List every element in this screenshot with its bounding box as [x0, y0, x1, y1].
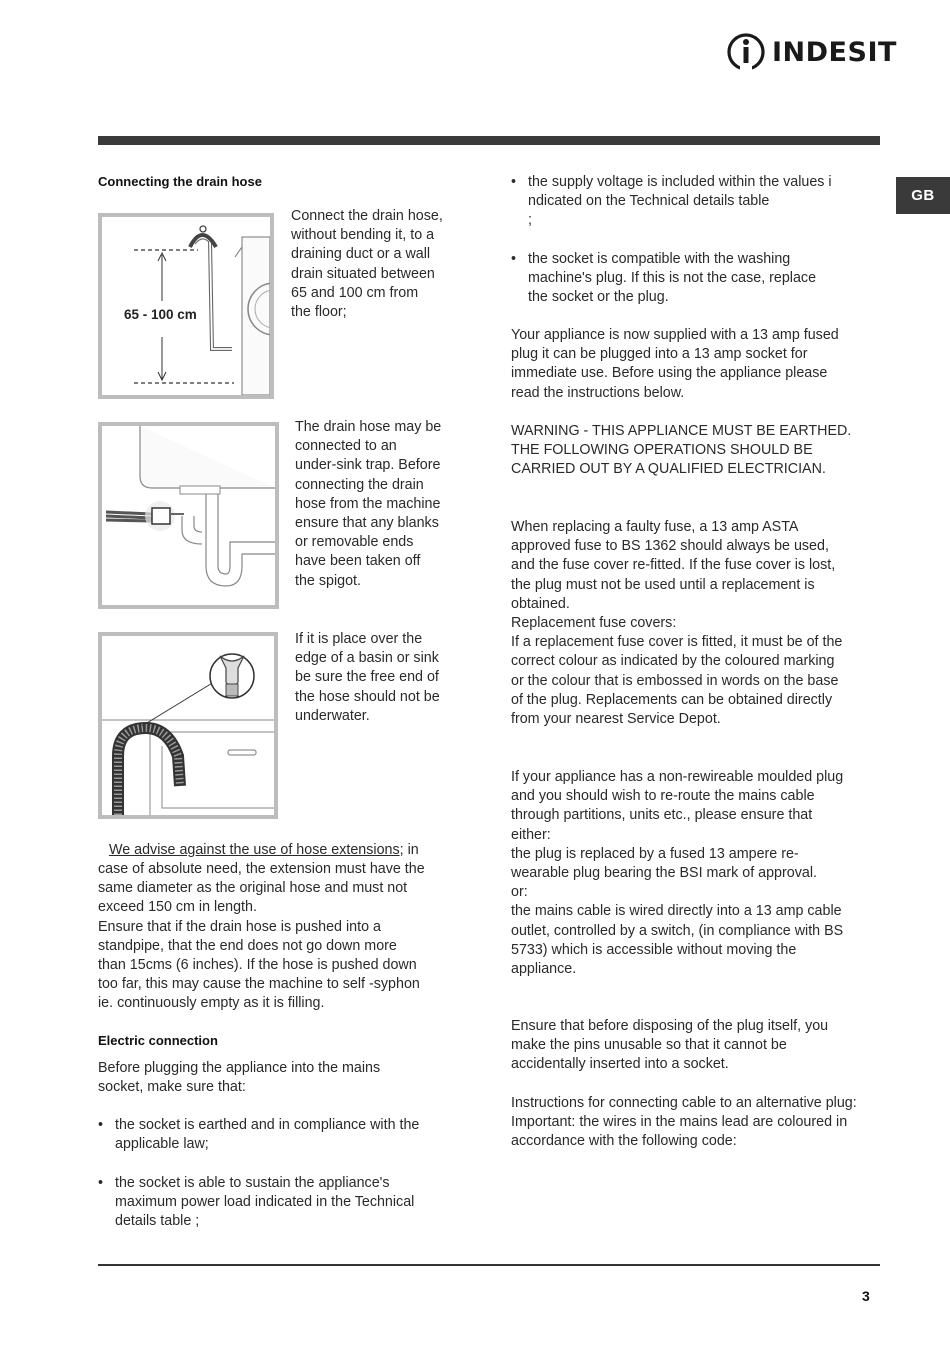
earthing-warning: WARNING - THIS APPLIANCE MUST BE EARTHED. THE FOLLOWING OPERATIONS SHOULD BE CARRIED OUT BY A QUALIFIED ELECTRICIAN.: [511, 423, 852, 478]
fig3-caption: If it is place over the edge of a basin or sink be sure the free end of the hose should not be underwater.: [295, 631, 440, 724]
under-sink-trap-illustration: [102, 426, 275, 605]
brand-name: INDESIT: [772, 36, 897, 68]
footer-rule: [98, 1264, 880, 1266]
hose-extension-paragraph: case of absolute need, the extension must have the same diameter as the original hose and must not exceed 150 cm in length. Ensure that if the drain hose is pushed into a standpipe, that the end does not go down more than 15cms (6 inches). If the hose is pushed down too far, this may cause the machine to self -syphon ie. continuously empty as it is filling.: [98, 861, 425, 1012]
fig1-caption: Connect the drain hose, without bending it, to a draining duct or a wall drain situated between 65 and 100 cm from the floor;: [291, 208, 443, 321]
header-rule: [98, 136, 880, 145]
hose-extension-lead: [109, 841, 419, 860]
indesit-logo-icon: [726, 30, 766, 74]
fuse-replacement-paragraph: When replacing a faulty fuse, a 13 amp ASTA approved fuse to BS 1362 should always be used, and the fuse cover re-fitted. If the fuse cover is lost, the plug must not be used until a replacement is obtained. Replacement fuse covers: If a replacement fuse cover is fitted, it must be of the correct colour as indicated by the coloured marking or the colour that is embossed in words on the base of the plug. Replacements can be obtained directly from your nearest Service Depot.: [511, 519, 843, 728]
fused-plug-paragraph: Your appliance is now supplied with a 13 amp fused plug it can be plugged into a 13 amp socket for immediate use. Before using the appliance please read the instructions below.: [511, 327, 839, 401]
brand-logo: [726, 30, 897, 74]
bullet-socket-compatible: • the socket is compatible with the washing machine's plug. If this is not the case, replace the socket or the plug.: [511, 250, 816, 308]
page-number: 3: [862, 1288, 870, 1304]
hose-extension-lead-rest: ; in: [399, 842, 419, 858]
wall-drain-illustration: [102, 217, 270, 395]
dimension-label: 65 - 100 cm: [124, 307, 197, 322]
fig2-caption: The drain hose may be connected to an under-sink trap. Before connecting the drain hose from the machine ensure that any blanks or removable ends have been taken off the spigot.: [295, 419, 442, 589]
figure-basin-edge: [98, 632, 278, 819]
electric-intro: Before plugging the appliance into the mains socket, make sure that:: [98, 1060, 381, 1096]
basin-edge-illustration: [102, 636, 274, 815]
heading-electric-connection: Electric connection: [98, 1033, 218, 1048]
figure-wall-drain: [98, 213, 274, 399]
figure-under-sink-trap: [98, 422, 279, 609]
bullet-supply-voltage: • the supply voltage is included within the values i ndicated on the Technical details table ;: [511, 173, 832, 231]
alternative-plug-paragraph: Instructions for connecting cable to an alternative plug: Important: the wires in the mains lead are coloured in accordance with the following code:: [511, 1095, 857, 1150]
language-tab: GB: [896, 177, 950, 214]
moulded-plug-paragraph: If your appliance has a non-rewireable moulded plug and you should wish to re-route the mains cable through partitions, units etc., please ensure that either: the plug is replaced by a fused 13 ampere re- wearable plug bearing the BSI mark of approval. or: the mains cable is wired directly into a 13 amp cable outlet, controlled by a switch, (in compliance with BS 5733) which is accessible without moving the appliance.: [511, 769, 844, 978]
heading-drain-hose: Connecting the drain hose: [98, 174, 262, 189]
hose-extension-warning: We advise against the use of hose extensions: [109, 842, 400, 858]
bullet-socket-power-load: • the socket is able to sustain the appliance's maximum power load indicated in the Technical details table ;: [98, 1174, 414, 1232]
bullet-socket-earthed: • the socket is earthed and in compliance with the applicable law;: [98, 1116, 419, 1154]
plug-disposal-paragraph: Ensure that before disposing of the plug itself, you make the pins unusable so that it cannot be accidentally inserted into a socket.: [511, 1018, 829, 1073]
